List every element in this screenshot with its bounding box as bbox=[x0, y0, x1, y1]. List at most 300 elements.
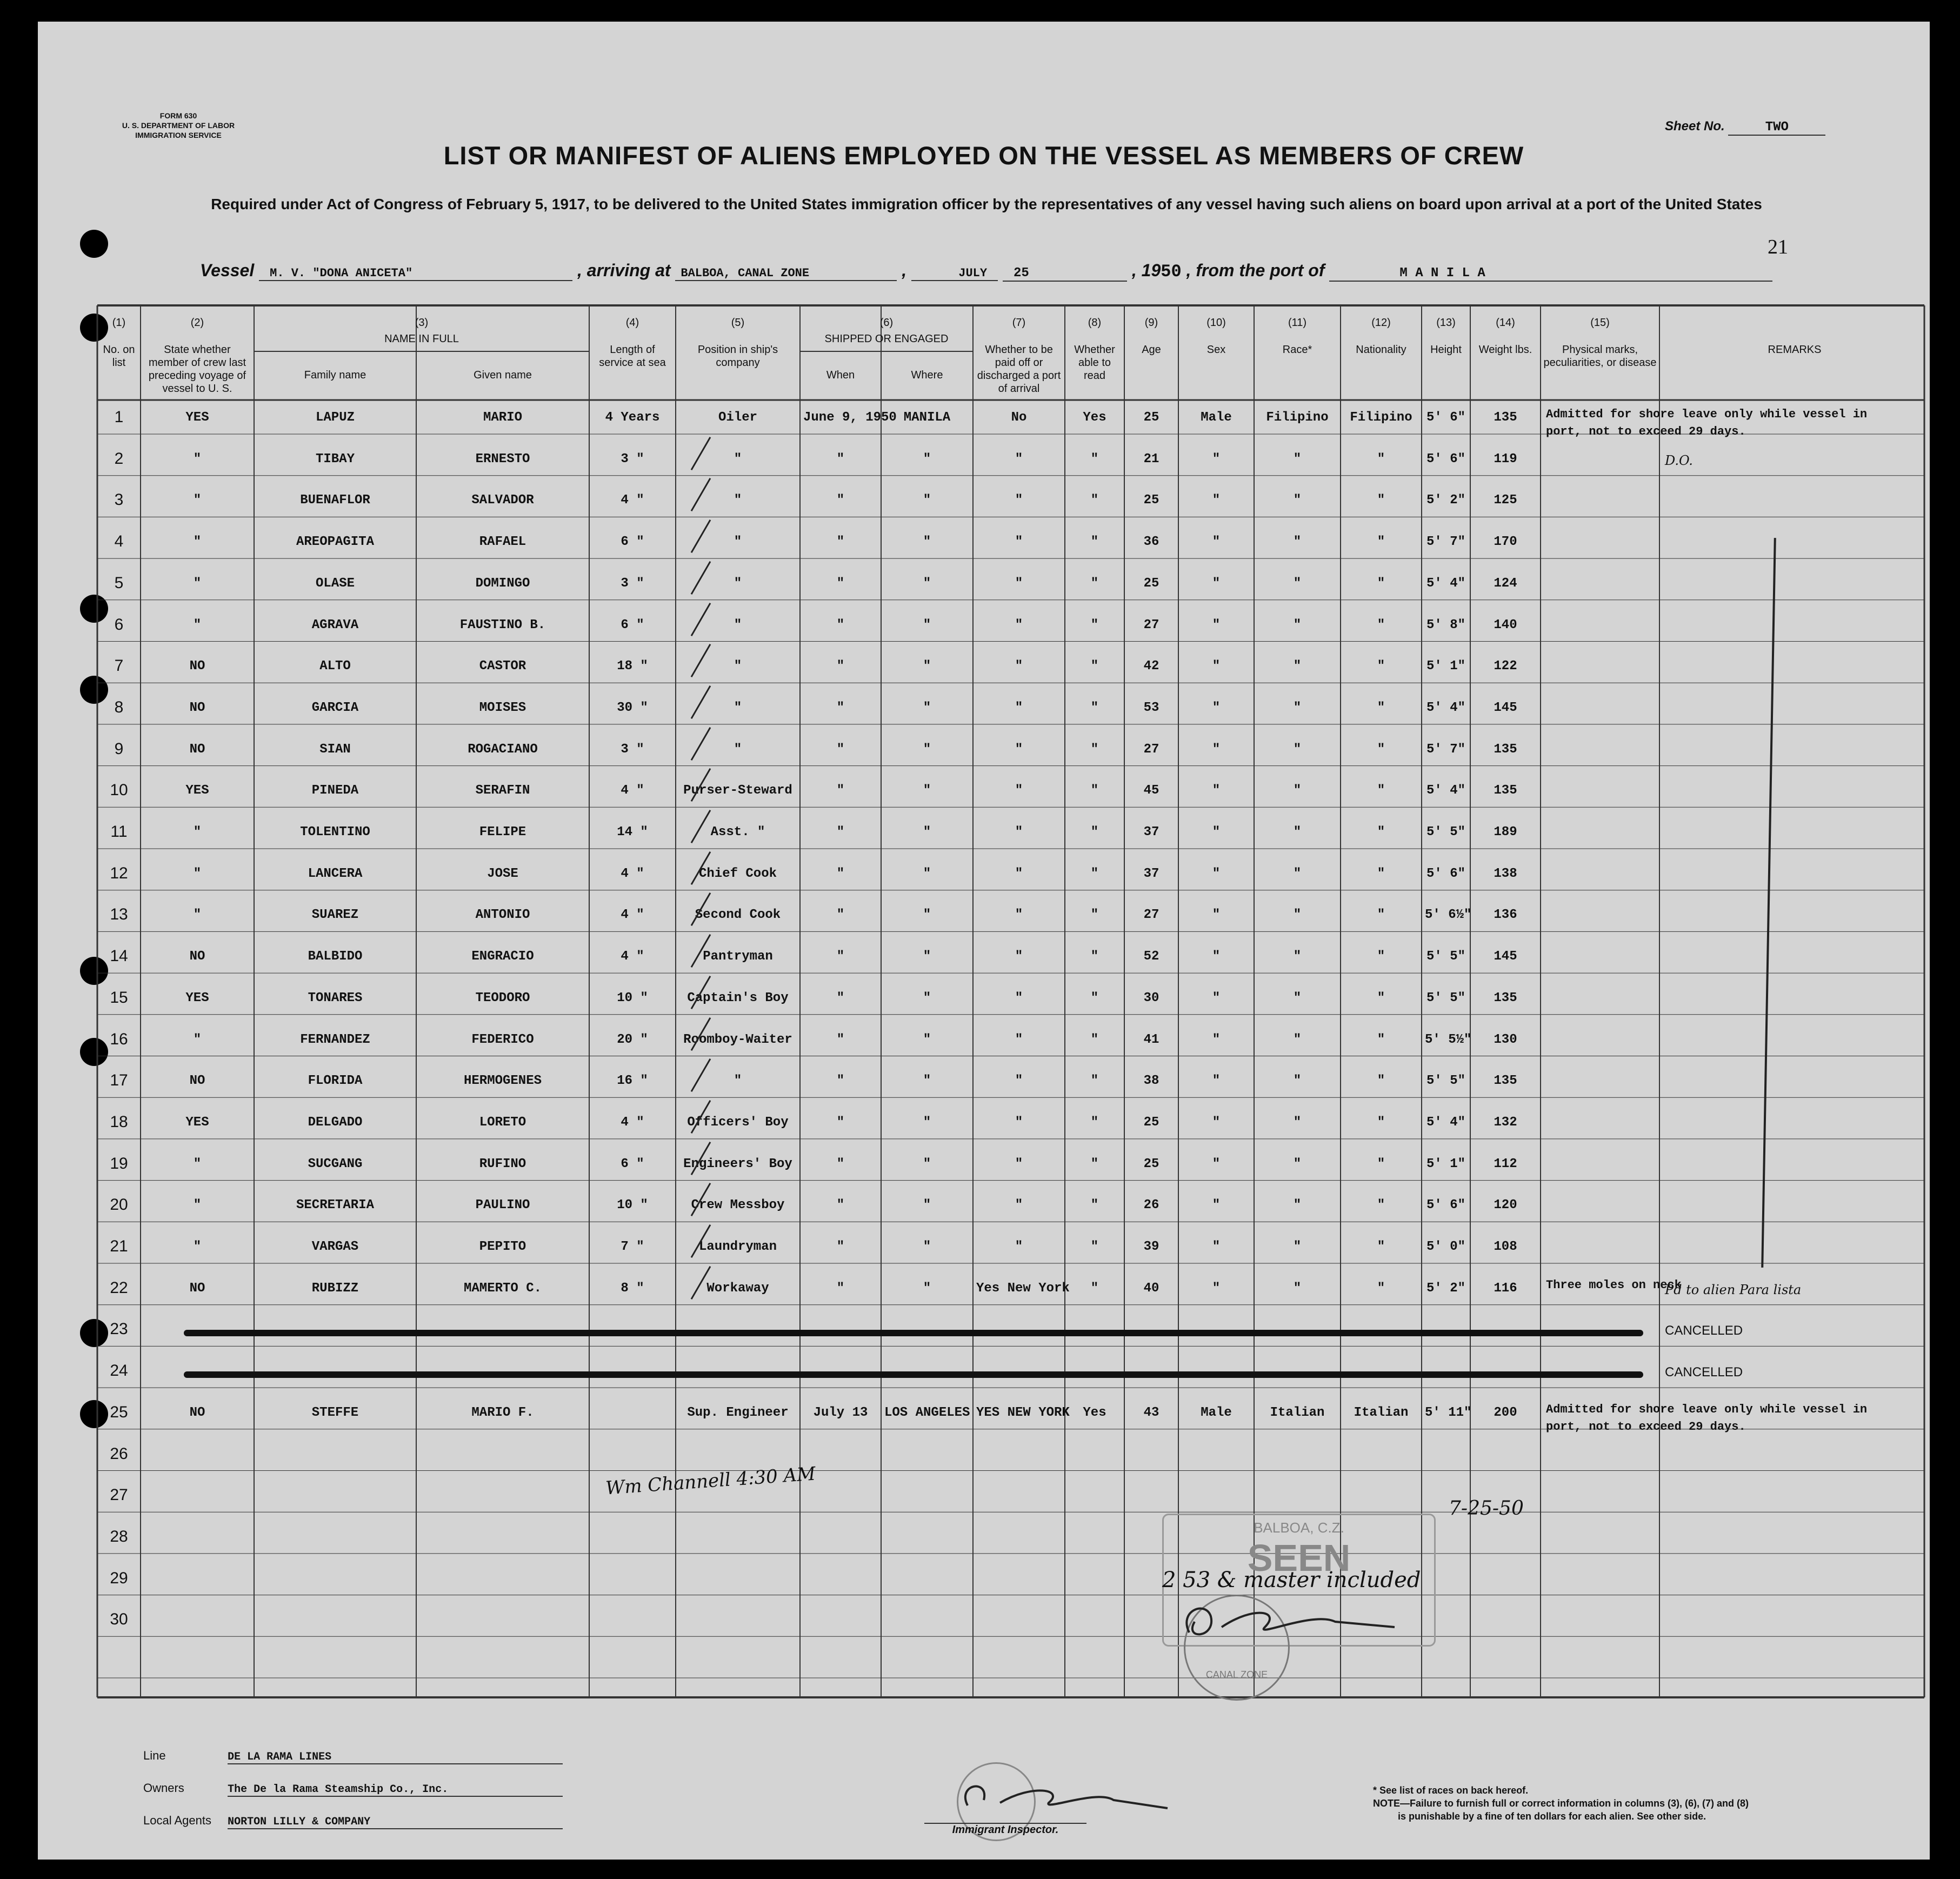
table-cell: " bbox=[734, 617, 742, 632]
row-number: 14 bbox=[110, 947, 128, 965]
table-cell: " bbox=[193, 535, 202, 550]
footer-note: is punishable by a fine of ten dollars for each alien. See other side. bbox=[1398, 1811, 1706, 1822]
table-cell: 135 bbox=[1494, 410, 1517, 425]
table-cell: " bbox=[1090, 825, 1099, 839]
table-cell: 132 bbox=[1494, 1115, 1517, 1130]
column-header: Weight lbs. bbox=[1478, 344, 1532, 356]
table-cell: " bbox=[193, 866, 202, 881]
table-cell: MARIO bbox=[483, 410, 522, 425]
table-cell: Male bbox=[1201, 1405, 1232, 1420]
table-cell: TIBAY bbox=[315, 451, 355, 467]
table-cell: " bbox=[734, 700, 742, 715]
table-cell: " bbox=[193, 617, 202, 632]
table-cell: " bbox=[1377, 866, 1385, 881]
table-cell: " bbox=[1090, 783, 1099, 798]
column-number: (12) bbox=[1371, 317, 1391, 329]
table-cell: " bbox=[1293, 576, 1302, 591]
table-cell: 5' 2" bbox=[1426, 493, 1465, 508]
physical-marks-cell: Three moles on neck bbox=[1546, 1278, 1682, 1292]
table-cell: " bbox=[1015, 1032, 1023, 1047]
table-cell: FEDERICO bbox=[471, 1032, 534, 1047]
table-cell: 38 bbox=[1143, 1074, 1159, 1089]
table-cell: " bbox=[923, 908, 931, 923]
table-cell: " bbox=[193, 493, 202, 508]
table-cell: MAMERTO C. bbox=[463, 1281, 542, 1296]
table-cell: " bbox=[836, 1115, 845, 1130]
crew-table bbox=[38, 22, 1930, 1860]
table-cell: 4 " bbox=[621, 908, 644, 923]
arriving-label: , arriving at bbox=[577, 261, 671, 280]
table-cell: " bbox=[923, 1032, 931, 1047]
table-cell: " bbox=[1090, 949, 1099, 964]
table-cell: 10 " bbox=[617, 1198, 648, 1213]
table-cell: 5' 5" bbox=[1426, 990, 1465, 1005]
table-cell: " bbox=[1212, 825, 1221, 839]
row-number: 22 bbox=[110, 1278, 128, 1297]
table-cell: TEODORO bbox=[475, 990, 530, 1005]
table-cell: ROGACIANO bbox=[468, 742, 538, 757]
table-cell: " bbox=[836, 866, 845, 881]
table-cell: " bbox=[1377, 742, 1385, 757]
from-port-label: , from the port of bbox=[1186, 261, 1325, 280]
table-cell: 25 bbox=[1143, 410, 1159, 425]
table-cell: " bbox=[1015, 949, 1023, 964]
table-cell: JOSE bbox=[487, 866, 518, 881]
table-cell: " bbox=[1090, 1032, 1099, 1047]
table-cell: " bbox=[1212, 451, 1221, 467]
table-cell: " bbox=[923, 1074, 931, 1089]
column-number: (6) bbox=[879, 317, 894, 329]
table-cell: Filipino bbox=[1266, 410, 1329, 425]
handwritten-count: 2 53 & master included bbox=[1162, 1568, 1421, 1593]
sheet-number-value: TWO bbox=[1728, 120, 1825, 136]
table-cell: " bbox=[836, 659, 845, 674]
seen-stamp-word: SEEN bbox=[1247, 1537, 1351, 1579]
table-cell: " bbox=[1212, 1240, 1221, 1254]
arrival-day: 25 bbox=[1003, 266, 1127, 282]
table-cell: Pantryman bbox=[703, 949, 773, 964]
line-value: DE LA RAMA LINES bbox=[228, 1751, 563, 1764]
column-header: Whether able to read bbox=[1074, 344, 1115, 382]
year-prefix: , 19 bbox=[1131, 261, 1161, 280]
row-number: 15 bbox=[110, 988, 128, 1007]
table-cell: 5' 11" bbox=[1425, 1405, 1472, 1420]
table-cell: " bbox=[1293, 949, 1302, 964]
table-cell: 119 bbox=[1494, 451, 1517, 467]
table-cell: " bbox=[193, 576, 202, 591]
table-cell: NO bbox=[189, 1074, 205, 1089]
table-cell: " bbox=[1377, 617, 1385, 632]
column-number: (15) bbox=[1590, 317, 1610, 329]
table-cell: NO bbox=[189, 700, 205, 715]
table-cell: 4 " bbox=[621, 783, 644, 798]
table-cell: 6 " bbox=[621, 617, 644, 632]
row-number: 3 bbox=[114, 491, 124, 509]
table-cell: " bbox=[1015, 576, 1023, 591]
table-cell: 135 bbox=[1494, 1074, 1517, 1089]
agents-label: Local Agents bbox=[143, 1814, 211, 1827]
table-cell: Second Cook bbox=[695, 908, 781, 923]
row-number: 28 bbox=[110, 1527, 128, 1545]
table-cell: BUENAFLOR bbox=[300, 493, 370, 508]
table-cell: 5' 7" bbox=[1426, 742, 1465, 757]
table-cell: " bbox=[836, 1240, 845, 1254]
remarks-ditto-line bbox=[1761, 538, 1776, 1268]
table-cell: 5' 7" bbox=[1426, 535, 1465, 550]
table-cell: Purser-Steward bbox=[683, 783, 792, 798]
table-cell: " bbox=[1015, 783, 1023, 798]
column-header: Race* bbox=[1282, 344, 1312, 356]
table-cell: TOLENTINO bbox=[300, 825, 370, 839]
column-header: Length of service at sea bbox=[599, 344, 666, 369]
from-port-value: M A N I L A bbox=[1329, 266, 1772, 282]
table-cell: 16 " bbox=[617, 1074, 648, 1089]
row-number: 29 bbox=[110, 1569, 128, 1587]
table-cell: 5' 6" bbox=[1426, 451, 1465, 467]
table-cell: Chief Cook bbox=[698, 866, 777, 881]
arriving-value: BALBOA, CANAL ZONE bbox=[675, 266, 897, 281]
table-cell: ERNESTO bbox=[475, 451, 530, 467]
table-cell: 120 bbox=[1494, 1198, 1517, 1213]
row-number: 11 bbox=[110, 823, 128, 841]
table-cell: " bbox=[836, 949, 845, 964]
table-cell: " bbox=[1293, 783, 1302, 798]
table-cell: 18 " bbox=[617, 659, 648, 674]
table-cell: " bbox=[1090, 493, 1099, 508]
row-number: 24 bbox=[110, 1362, 128, 1380]
table-cell: 5' 0" bbox=[1426, 1240, 1465, 1254]
table-cell: " bbox=[734, 576, 742, 591]
column-header: Whether to be paid off or discharged a port of arrival bbox=[977, 344, 1061, 395]
table-cell: " bbox=[1090, 451, 1099, 467]
vessel-value: M. V. "DONA ANICETA" bbox=[259, 266, 572, 281]
table-cell: Crew Messboy bbox=[691, 1198, 785, 1213]
column-header: NAME IN FULL bbox=[384, 333, 459, 345]
table-cell: 26 bbox=[1143, 1198, 1159, 1213]
seen-stamp-place: BALBOA, C.Z. bbox=[1254, 1520, 1344, 1536]
table-cell: " bbox=[1377, 1281, 1385, 1296]
stamp-date: 7-25-50 bbox=[1449, 1497, 1524, 1520]
table-cell: 42 bbox=[1143, 659, 1159, 674]
table-cell: 6 " bbox=[621, 1156, 644, 1171]
table-cell: 27 bbox=[1143, 742, 1159, 757]
footer-note: NOTE—Failure to furnish full or correct information in columns (3), (6), (7) and (8) bbox=[1373, 1798, 1749, 1809]
table-cell: " bbox=[923, 617, 931, 632]
table-cell: " bbox=[836, 783, 845, 798]
table-cell: 135 bbox=[1494, 742, 1517, 757]
table-cell: " bbox=[923, 451, 931, 467]
row-number: 2 bbox=[114, 449, 124, 468]
table-cell: " bbox=[734, 659, 742, 674]
table-cell: HERMOGENES bbox=[463, 1074, 542, 1089]
row-number: 21 bbox=[110, 1237, 128, 1255]
table-cell: " bbox=[836, 493, 845, 508]
sheet-number-label: Sheet No. bbox=[1665, 119, 1725, 134]
column-number: (2) bbox=[190, 317, 204, 329]
table-cell: No bbox=[1011, 410, 1027, 425]
column-header: SHIPPED OR ENGAGED bbox=[824, 333, 949, 345]
table-cell: " bbox=[193, 908, 202, 923]
table-cell: Male bbox=[1201, 410, 1232, 425]
table-cell: " bbox=[1293, 866, 1302, 881]
table-cell: " bbox=[1212, 742, 1221, 757]
table-cell: 135 bbox=[1494, 990, 1517, 1005]
table-cell: 4 " bbox=[621, 949, 644, 964]
table-cell: " bbox=[1377, 1115, 1385, 1130]
table-cell: " bbox=[1293, 1156, 1302, 1171]
table-cell: " bbox=[836, 451, 845, 467]
table-cell: " bbox=[923, 783, 931, 798]
table-cell: " bbox=[1090, 576, 1099, 591]
table-cell: " bbox=[923, 1198, 931, 1213]
column-header: REMARKS bbox=[1768, 344, 1822, 356]
table-cell: 130 bbox=[1494, 1032, 1517, 1047]
row-number: 25 bbox=[110, 1403, 128, 1421]
table-cell: YES NEW YORK bbox=[976, 1405, 1070, 1420]
table-cell: GARCIA bbox=[311, 700, 359, 715]
table-cell: " bbox=[1377, 493, 1385, 508]
column-header: Nationality bbox=[1356, 344, 1406, 356]
table-cell: Oiler bbox=[718, 410, 757, 425]
table-cell: " bbox=[923, 1240, 931, 1254]
table-cell: " bbox=[836, 1156, 845, 1171]
table-cell: DOMINGO bbox=[475, 576, 530, 591]
table-cell: " bbox=[1293, 1115, 1302, 1130]
table-cell: " bbox=[1090, 617, 1099, 632]
table-cell: " bbox=[193, 1156, 202, 1171]
owners-value: The De la Rama Steamship Co., Inc. bbox=[228, 1783, 563, 1797]
table-cell: " bbox=[1090, 1156, 1099, 1171]
remarks-cell: CANCELLED bbox=[1665, 1323, 1743, 1338]
table-cell: " bbox=[1377, 1032, 1385, 1047]
table-cell: " bbox=[1377, 949, 1385, 964]
form-id-line: IMMIGRATION SERVICE bbox=[135, 131, 222, 139]
table-cell: FAUSTINO B. bbox=[459, 617, 546, 632]
column-subheader: When bbox=[826, 369, 855, 381]
table-cell: " bbox=[1377, 1156, 1385, 1171]
table-cell: " bbox=[923, 493, 931, 508]
table-cell: " bbox=[1377, 783, 1385, 798]
table-cell: " bbox=[1212, 1115, 1221, 1130]
table-cell: " bbox=[1090, 700, 1099, 715]
table-cell: 5' 1" bbox=[1426, 1156, 1465, 1171]
table-cell: PAULINO bbox=[475, 1198, 530, 1213]
table-cell: 136 bbox=[1494, 908, 1517, 923]
table-cell: PEPITO bbox=[479, 1240, 526, 1254]
table-cell: " bbox=[923, 825, 931, 839]
table-cell: " bbox=[1015, 1156, 1023, 1171]
table-cell: MANILA bbox=[903, 410, 951, 425]
table-cell: YES bbox=[185, 410, 209, 425]
table-cell: " bbox=[1293, 1240, 1302, 1254]
table-cell: 170 bbox=[1494, 535, 1517, 550]
table-cell: " bbox=[1090, 908, 1099, 923]
table-cell: " bbox=[1293, 742, 1302, 757]
table-cell: " bbox=[193, 1032, 202, 1047]
table-cell: 5' 4" bbox=[1426, 1115, 1465, 1130]
inspector-signature-stamp bbox=[1173, 1589, 1400, 1649]
table-cell: " bbox=[1015, 825, 1023, 839]
table-cell: Yes bbox=[1083, 1405, 1106, 1420]
table-cell: " bbox=[923, 659, 931, 674]
footer-note: * See list of races on back hereof. bbox=[1373, 1785, 1529, 1796]
table-cell: 6 " bbox=[621, 535, 644, 550]
table-cell: 45 bbox=[1143, 783, 1159, 798]
table-cell: YES bbox=[185, 990, 209, 1005]
table-cell: 8 " bbox=[621, 1281, 644, 1296]
table-cell: " bbox=[193, 1198, 202, 1213]
table-cell: 5' 5" bbox=[1426, 949, 1465, 964]
column-number: (7) bbox=[1012, 317, 1026, 329]
table-cell: " bbox=[734, 1074, 742, 1089]
page-subtitle: Required under Act of Congress of February 5, 1917, to be delivered to the United States immigration officer by the representatives of any vessel having such aliens on board upon arrival at a port of the United States bbox=[211, 196, 1762, 212]
table-cell: Filipino bbox=[1350, 410, 1412, 425]
table-cell: 27 bbox=[1143, 617, 1159, 632]
table-cell: " bbox=[836, 535, 845, 550]
table-cell: BALBIDO bbox=[308, 949, 363, 964]
row-number: 7 bbox=[114, 657, 124, 675]
table-cell: SUCGANG bbox=[308, 1156, 363, 1171]
table-cell: 5' 6" bbox=[1426, 410, 1465, 425]
table-cell: " bbox=[1015, 700, 1023, 715]
column-number: (14) bbox=[1496, 317, 1515, 329]
table-cell: DELGADO bbox=[308, 1115, 363, 1130]
table-cell: SUAREZ bbox=[311, 908, 359, 923]
row-number: 17 bbox=[110, 1071, 128, 1090]
table-cell: Italian bbox=[1270, 1405, 1325, 1420]
row-number: 30 bbox=[110, 1610, 128, 1629]
table-cell: NO bbox=[189, 949, 205, 964]
table-cell: MOISES bbox=[479, 700, 526, 715]
table-cell: MARIO F. bbox=[471, 1405, 534, 1420]
table-cell: 4 " bbox=[621, 866, 644, 881]
table-cell: " bbox=[1015, 1198, 1023, 1213]
column-number: (3) bbox=[415, 317, 429, 329]
table-cell: 20 " bbox=[617, 1032, 648, 1047]
column-number: (1) bbox=[112, 317, 126, 329]
table-cell: CASTOR bbox=[479, 659, 526, 674]
table-cell: ENGRACIO bbox=[471, 949, 534, 964]
vessel-label: Vessel bbox=[200, 261, 255, 280]
physical-marks-cell: Admitted for shore leave only while vessel in port, not to exceed 29 days. bbox=[1546, 1402, 1868, 1434]
table-cell: " bbox=[1015, 1074, 1023, 1089]
table-cell: 3 " bbox=[621, 576, 644, 591]
table-cell: " bbox=[1015, 908, 1023, 923]
table-cell: RUBIZZ bbox=[311, 1281, 359, 1296]
table-cell: Captain's Boy bbox=[687, 990, 789, 1005]
form-id-line: FORM 630 bbox=[159, 111, 197, 120]
table-cell: " bbox=[1212, 866, 1221, 881]
table-cell: SECRETARIA bbox=[296, 1198, 375, 1213]
table-cell: " bbox=[836, 908, 845, 923]
table-cell: 145 bbox=[1494, 949, 1517, 964]
table-cell: 116 bbox=[1494, 1281, 1517, 1296]
column-number: (4) bbox=[625, 317, 639, 329]
table-cell: " bbox=[836, 825, 845, 839]
table-cell: Officers' Boy bbox=[687, 1115, 789, 1130]
table-cell: 25 bbox=[1143, 576, 1159, 591]
row-number: 19 bbox=[110, 1154, 128, 1172]
table-cell: " bbox=[1212, 1156, 1221, 1171]
table-cell: 5' 1" bbox=[1426, 659, 1465, 674]
row-number: 9 bbox=[114, 739, 124, 758]
table-cell: FELIPE bbox=[479, 825, 526, 839]
table-cell: " bbox=[1293, 617, 1302, 632]
table-cell: " bbox=[1090, 1198, 1099, 1213]
table-cell: 21 bbox=[1143, 451, 1159, 467]
table-cell: Engineers' Boy bbox=[683, 1156, 792, 1171]
table-cell: VARGAS bbox=[311, 1240, 359, 1254]
table-cell: " bbox=[1293, 825, 1302, 839]
table-cell: 4 " bbox=[621, 493, 644, 508]
table-cell: " bbox=[836, 990, 845, 1005]
table-cell: " bbox=[1212, 493, 1221, 508]
table-cell: Workaway bbox=[706, 1281, 769, 1296]
row-number: 26 bbox=[110, 1444, 128, 1463]
table-cell: " bbox=[1212, 990, 1221, 1005]
table-cell: FLORIDA bbox=[308, 1074, 363, 1089]
table-cell: 5' 4" bbox=[1426, 700, 1465, 715]
table-cell: " bbox=[1377, 908, 1385, 923]
physical-marks-cell: Admitted for shore leave only while vessel in port, not to exceed 29 days. bbox=[1546, 408, 1868, 438]
table-cell: 10 " bbox=[617, 990, 648, 1005]
table-cell: " bbox=[836, 576, 845, 591]
column-number: (8) bbox=[1088, 317, 1102, 329]
table-cell: 52 bbox=[1143, 949, 1159, 964]
table-cell: 7 " bbox=[621, 1240, 644, 1254]
table-cell: " bbox=[923, 700, 931, 715]
table-cell: " bbox=[1377, 1240, 1385, 1254]
table-cell: AREOPAGITA bbox=[296, 535, 375, 550]
table-cell: 140 bbox=[1494, 617, 1517, 632]
table-cell: " bbox=[1293, 700, 1302, 715]
table-cell: ALTO bbox=[319, 659, 351, 674]
row-number: 12 bbox=[110, 864, 128, 882]
table-cell: " bbox=[1212, 700, 1221, 715]
table-cell: " bbox=[1090, 1240, 1099, 1254]
table-cell: " bbox=[1377, 825, 1385, 839]
table-cell: " bbox=[734, 451, 742, 467]
table-cell: NO bbox=[189, 1405, 205, 1420]
row-number: 6 bbox=[114, 615, 124, 634]
table-cell: " bbox=[1212, 949, 1221, 964]
table-cell: Italian bbox=[1354, 1405, 1409, 1420]
column-header: Position in ship's company bbox=[697, 344, 778, 369]
table-cell: June 9, 1950 bbox=[803, 410, 897, 425]
row-number: 8 bbox=[114, 698, 124, 716]
table-cell: 200 bbox=[1494, 1405, 1517, 1420]
table-cell: " bbox=[1212, 783, 1221, 798]
column-header: State whether member of crew last preceding voyage of vessel to U. S. bbox=[148, 344, 246, 395]
table-cell: 108 bbox=[1494, 1240, 1517, 1254]
table-cell: 36 bbox=[1143, 535, 1159, 550]
table-cell: SIAN bbox=[319, 742, 351, 757]
column-header: No. on list bbox=[103, 344, 135, 369]
table-cell: " bbox=[1293, 451, 1302, 467]
table-cell: " bbox=[923, 1115, 931, 1130]
table-cell: 25 bbox=[1143, 1115, 1159, 1130]
table-cell: 5' 4" bbox=[1426, 576, 1465, 591]
table-cell: " bbox=[1090, 1074, 1099, 1089]
table-cell: " bbox=[836, 1032, 845, 1047]
table-cell: RUFINO bbox=[479, 1156, 526, 1171]
table-cell: " bbox=[1015, 535, 1023, 550]
table-cell: " bbox=[1293, 1074, 1302, 1089]
table-cell: " bbox=[1293, 990, 1302, 1005]
table-cell: " bbox=[1212, 1198, 1221, 1213]
form-id-line: U. S. DEPARTMENT OF LABOR bbox=[122, 121, 235, 130]
column-number: (13) bbox=[1436, 317, 1456, 329]
